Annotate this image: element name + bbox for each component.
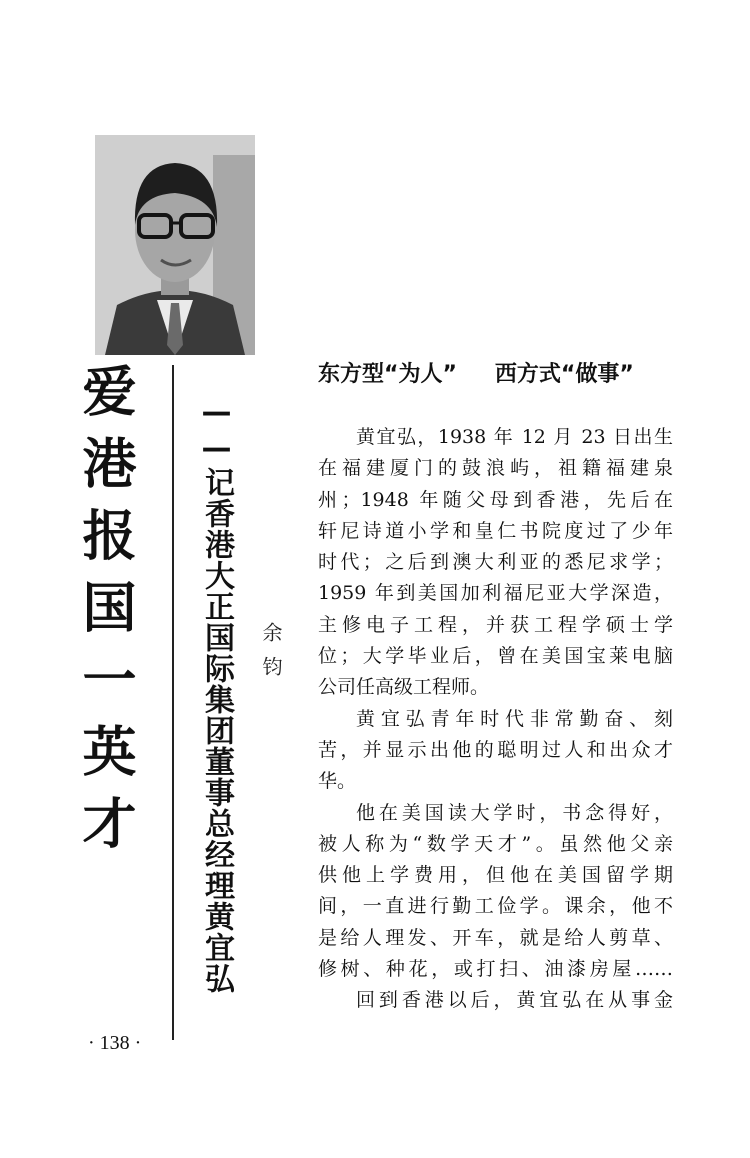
body-line: 回到香港以后，黄宜弘在从事金 xyxy=(356,989,673,1012)
body-line: 他在美国读大学时，书念得好， xyxy=(356,801,673,824)
body-line: 公司任高级工程师。 xyxy=(318,676,490,699)
body-line: 在福建厦门的鼓浪屿，祖籍福建泉 xyxy=(318,457,673,480)
body-line: 供他上学费用，但他在美国留学期 xyxy=(318,864,673,887)
body-line: 轩尼诗道小学和皇仁书院度过了少年 xyxy=(318,519,673,542)
body-line: 1959 年到美国加利福尼亚大学深造， xyxy=(318,582,673,605)
body-line: 位；大学毕业后，曾在美国宝莱电脑 xyxy=(318,645,673,668)
body-line: 黄宜弘青年时代非常勤奋、刻 xyxy=(356,707,673,730)
body-line: 间，一直进行勤工俭学。课余，他不 xyxy=(318,895,673,918)
body-line: 华。 xyxy=(318,770,357,793)
body-line: 是给人理发、开车，就是给人剪草、 xyxy=(318,926,673,949)
body-line: 修树、种花，或打扫、油漆房屋…… xyxy=(318,958,673,981)
section-heading xyxy=(318,357,708,388)
body-line: 州；1948 年随父母到香港，先后在 xyxy=(318,488,673,511)
article-title: 爱港报国一英才 xyxy=(74,363,138,867)
article-body xyxy=(318,422,673,1017)
section-heading-left: 东方型“为人” xyxy=(318,362,457,387)
body-line: 主修电子工程，并获工程学硕士学 xyxy=(318,613,673,636)
author-name: 余钧 xyxy=(259,622,283,690)
page-number: · 138 · xyxy=(88,1032,142,1054)
body-line: 时代；之后到澳大利亚的悉尼求学； xyxy=(318,551,673,574)
portrait-photo xyxy=(95,135,255,355)
body-line: 被人称为“数学天才”。虽然他父亲 xyxy=(318,832,673,855)
article-subtitle: ——记香港大正国际集团董事总经理黄宜弘 xyxy=(199,395,234,994)
body-line: 苦，并显示出他的聪明过人和出众才 xyxy=(318,738,673,761)
vertical-divider xyxy=(172,365,174,1040)
body-line: 黄宜弘，1938 年 12 月 23 日出生 xyxy=(356,426,673,448)
section-heading-right: 西方式“做事” xyxy=(494,362,634,387)
